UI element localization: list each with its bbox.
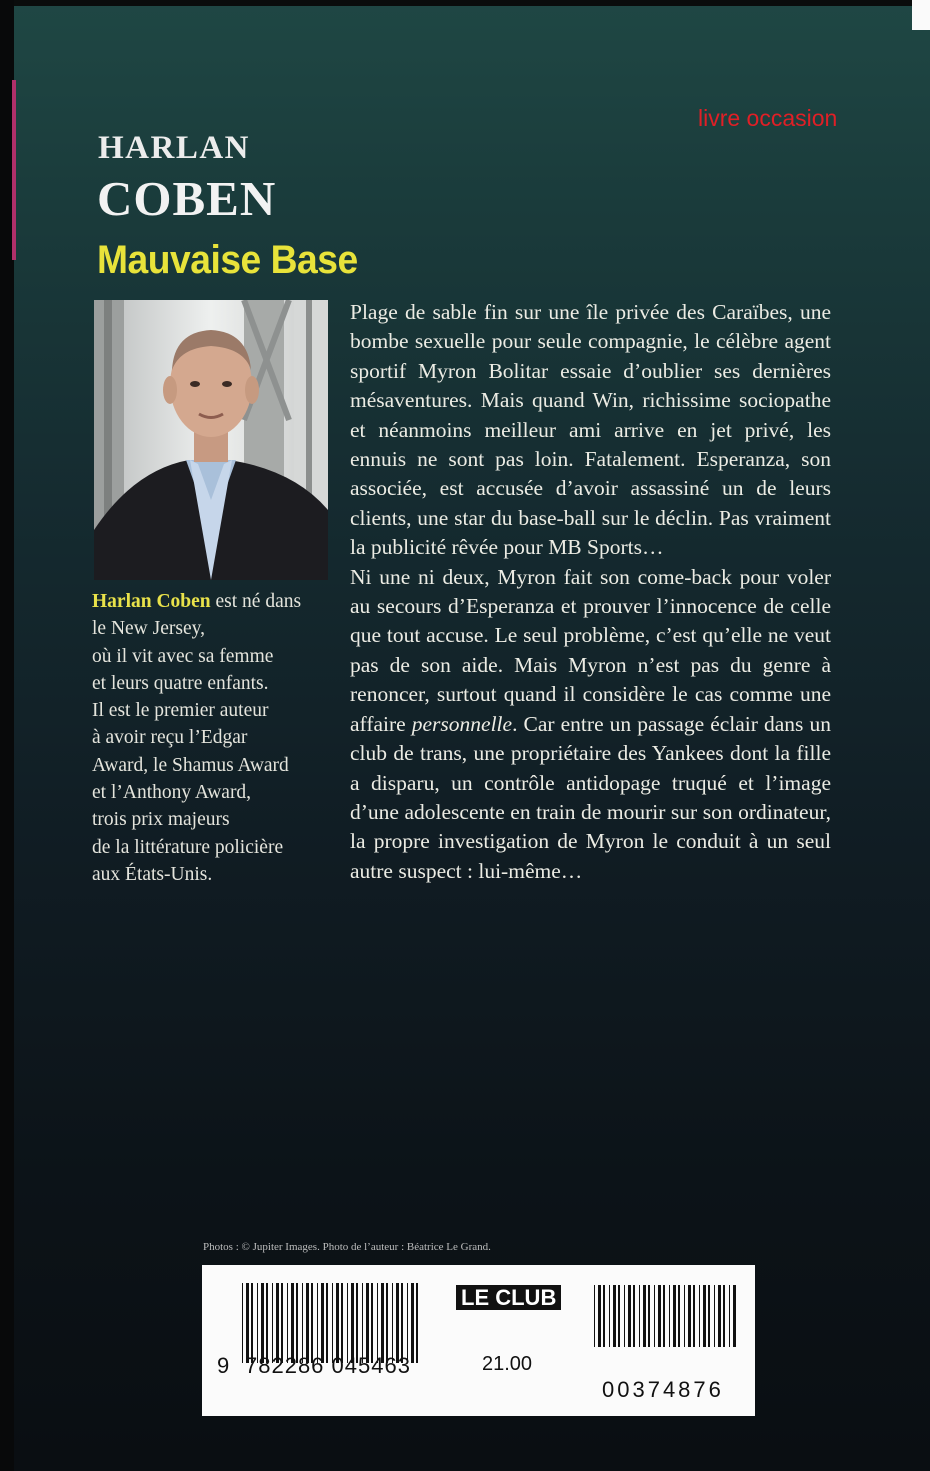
synopsis-paragraph-2: Ni une ni deux, Myron fait son come-back pour voler au secours d’Esperanza et prouver l’innocence de celle que tout accuse. Le seul problème, c’est qu’elle ne veut pas de son aide. Mais Myron n’est pas du genre à renoncer, surtout quand il considère le cas comme une affaire personnelle. Car entre un passage éclair dans un club de trans, une propriétaire des Yankees dont la fille a disparu, un contrôle antidopage truqué et l’image d’une adolescente en train de mourir sur son ordinateur, la propre investigation de Myron le conduit à un seul autre suspect : lui-même… (350, 564, 831, 883)
barcode-bar (624, 1285, 625, 1347)
price-label: 21.00 (482, 1353, 533, 1375)
barcode-bar (302, 1283, 303, 1363)
barcode-bar (708, 1285, 710, 1347)
author-portrait-image (94, 300, 328, 580)
barcode-bar (246, 1283, 249, 1363)
barcode-bar (272, 1283, 273, 1363)
synopsis-emphasis: personnelle (411, 711, 513, 736)
bio-author-name: Harlan Coben (92, 591, 211, 612)
barcode-bar (643, 1285, 646, 1347)
barcode-bar (718, 1285, 721, 1347)
barcode-bar (609, 1285, 610, 1347)
barcode-bar (723, 1285, 725, 1347)
barcode-bar (386, 1283, 388, 1363)
barcode-bar (291, 1283, 294, 1363)
barcode-bar (336, 1283, 339, 1363)
barcode-bar (407, 1283, 408, 1363)
barcode-bar (669, 1285, 670, 1347)
barcode-bar (276, 1283, 279, 1363)
barcode-bar (688, 1285, 691, 1347)
bio-line: et leurs quatre enfants. (92, 672, 269, 694)
bio-line: où il vit avec sa femme (92, 645, 274, 667)
barcode-bar (396, 1283, 399, 1363)
author-biography (92, 588, 342, 888)
barcode-bar (392, 1283, 393, 1363)
isbn-digits: 782286 045463 (245, 1353, 411, 1378)
barcode-bar (594, 1285, 595, 1347)
bio-line: et l’Anthony Award, (92, 782, 252, 804)
bio-line: Il est le premier auteur (92, 700, 269, 722)
barcode-bar (261, 1283, 264, 1363)
barcode-bar (362, 1283, 363, 1363)
book-title: Mauvaise Base (97, 238, 358, 282)
barcode-bar (351, 1283, 354, 1363)
barcode-bar (416, 1283, 418, 1363)
barcode-bar (598, 1285, 601, 1347)
barcode-bar (287, 1283, 288, 1363)
barcode-bar (628, 1285, 631, 1347)
barcode-bar (693, 1285, 695, 1347)
synopsis-paragraph-1: Plage de sable fin sur une île privée des Caraïbes, une bombe sexuelle pour seule compagnie, le célèbre agent sportif Myron Bolitar essaie d’oublier ses dernières mésaventures. Mais quand Win, richissime sociopathe et néanmoins meilleur ami arrive en jet privé, les ennuis ne sont pas loin. Fatalement. Esperanza, son associée, est accusée d’avoir assassiné un de leurs clients, une star du base-ball sur le déclin. Pas vraiment la publicité rêvée pour MB Sports… (350, 300, 831, 560)
barcode-bar (673, 1285, 676, 1347)
spine-color-mark (12, 80, 16, 260)
bio-line: de la littérature policière (92, 836, 284, 858)
author-first-name: HARLAN (98, 130, 251, 166)
bio-line: le New Jersey, (92, 618, 205, 640)
barcode-bar (377, 1283, 378, 1363)
barcode-panel (202, 1265, 755, 1416)
barcode-bar (332, 1283, 333, 1363)
author-last-name: COBEN (97, 171, 277, 226)
bio-line: trois prix majeurs (92, 809, 230, 831)
isbn-first-digit: 9 (217, 1353, 230, 1378)
photo-credits: Photos : © Jupiter Images. Photo de l’auteur : Béatrice Le Grand. (203, 1241, 491, 1253)
barcode-bar (684, 1285, 685, 1347)
barcode-bar (618, 1285, 620, 1347)
barcode-bar (306, 1283, 309, 1363)
barcode-bar (663, 1285, 665, 1347)
bio-line: Award, le Shamus Award (92, 754, 289, 776)
author-photo (94, 300, 328, 580)
barcode-bar (321, 1283, 324, 1363)
barcode-bar (341, 1283, 343, 1363)
barcode-bar (242, 1283, 243, 1363)
store-barcode (594, 1285, 737, 1347)
page-corner (912, 0, 930, 30)
barcode-bar (311, 1283, 313, 1363)
barcode-bar (678, 1285, 680, 1347)
barcode-bar (654, 1285, 655, 1347)
barcode-bar (714, 1285, 715, 1347)
barcode-bar (733, 1285, 736, 1347)
used-book-label: livre occasion (698, 105, 838, 131)
barcode-bar (366, 1283, 369, 1363)
barcode-bar (281, 1283, 283, 1363)
store-code: 00374876 (602, 1377, 724, 1402)
bio-line: à avoir reçu l’Edgar (92, 727, 248, 749)
book-synopsis (350, 298, 831, 886)
barcode-bar (411, 1283, 414, 1363)
bio-line: Harlan Coben est né dans (92, 591, 302, 612)
barcode-bar (356, 1283, 358, 1363)
isbn-barcode (242, 1283, 420, 1363)
barcode-bar (699, 1285, 700, 1347)
barcode-bar (326, 1283, 328, 1363)
barcode-bar (257, 1283, 258, 1363)
barcode-bar (729, 1285, 730, 1347)
barcode-bar (658, 1285, 661, 1347)
barcode-bar (603, 1285, 605, 1347)
barcode-bar (633, 1285, 635, 1347)
barcode-bar (639, 1285, 640, 1347)
barcode-bar (251, 1283, 253, 1363)
barcode-bar (648, 1285, 650, 1347)
barcode-bar (381, 1283, 384, 1363)
barcode-bar (266, 1283, 268, 1363)
barcode-bar (347, 1283, 348, 1363)
barcode-bar (296, 1283, 298, 1363)
barcode-bar (703, 1285, 706, 1347)
barcode-bar (613, 1285, 616, 1347)
publisher-logo: LE CLUB (456, 1285, 561, 1310)
barcode-bar (371, 1283, 373, 1363)
barcode-bar (401, 1283, 403, 1363)
barcode-bar (317, 1283, 318, 1363)
bio-line: aux États-Unis. (92, 863, 213, 885)
cover-top-edge (0, 0, 930, 6)
